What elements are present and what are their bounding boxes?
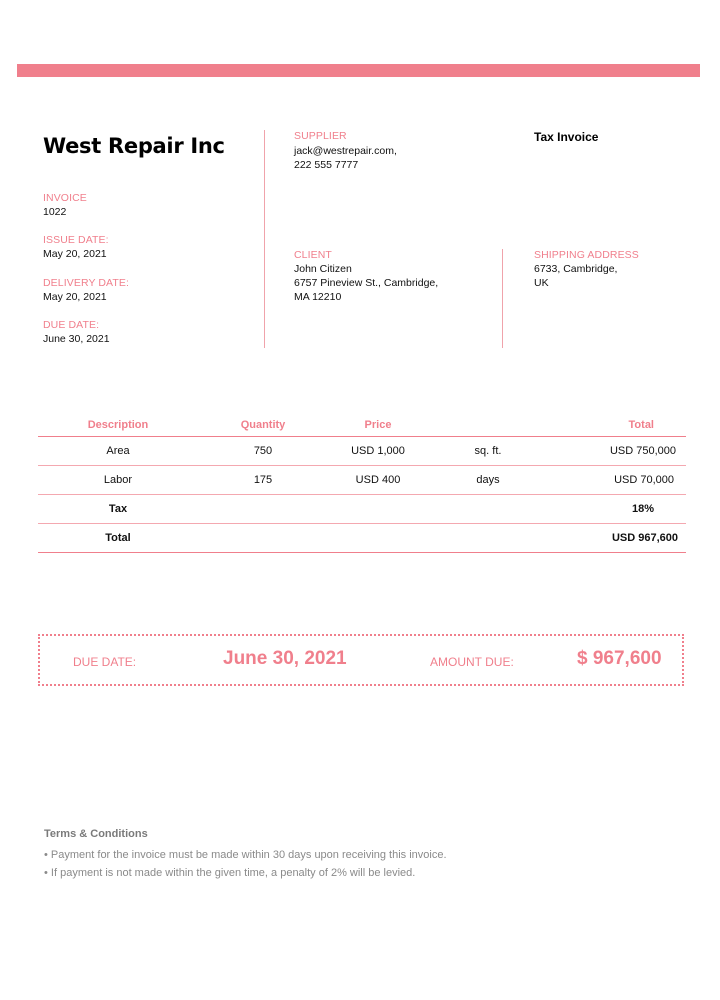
due-date-field [43,319,110,346]
shipping-line2: UK [534,277,549,289]
bullet-icon: • [44,867,48,879]
row-description: Area [38,437,198,466]
issue-date-field [43,234,109,261]
shipping-line1: 6733, Cambridge, [534,263,618,275]
client-name: John Citizen [294,263,352,275]
delivery-date-field [43,277,129,304]
bullet-icon: • [44,849,48,861]
due-date-label: DUE DATE: [43,319,100,331]
total-label: Total [38,524,198,553]
tax-label: Tax [38,495,198,524]
row-unit: sq. ft. [428,437,548,466]
row-quantity: 750 [198,437,328,466]
tax-row [38,495,686,524]
row-description: Labor [38,466,198,495]
client-label: CLIENT [294,249,332,261]
row-price: USD 1,000 [328,437,428,466]
table-row [38,437,686,466]
tax-value: 18% [548,495,686,524]
header-price: Price [328,414,428,437]
due-date-value: June 30, 2021 [43,333,110,345]
invoice-number-value: 1022 [43,206,67,218]
header-quantity: Quantity [198,414,328,437]
delivery-date-value: May 20, 2021 [43,291,107,303]
invoice-number-field [43,192,87,219]
row-quantity: 175 [198,466,328,495]
client-address-line2: MA 12210 [294,291,342,303]
table-row [38,466,686,495]
table-header-row [38,414,686,437]
supplier-phone: 222 555 7777 [294,159,359,171]
header-total: Total [548,414,686,437]
total-row [38,524,686,553]
header-unit [428,414,548,437]
terms-item [44,864,447,882]
invoice-number-label: INVOICE [43,192,87,204]
shipping-block [534,249,639,290]
column-divider [502,249,503,348]
amount-due-value: $ 967,600 [577,648,662,669]
supplier-block [294,130,397,172]
document-type: Tax Invoice [534,130,599,144]
row-unit: days [428,466,548,495]
summary-due-date-label: DUE DATE: [73,655,137,669]
due-summary-box [38,634,684,686]
amount-due-label: AMOUNT DUE: [430,655,514,669]
summary-due-date-value: June 30, 2021 [223,648,347,669]
header-accent-bar [17,64,700,77]
issue-date-value: May 20, 2021 [43,248,107,260]
row-total: USD 750,000 [548,437,686,466]
terms-item-text: Payment for the invoice must be made within 30 days upon receiving this invoice. [50,849,447,861]
items-table [38,414,686,553]
terms-title: Terms & Conditions [44,828,148,840]
terms-section [44,828,447,882]
terms-item [44,846,447,864]
row-total: USD 70,000 [548,466,686,495]
delivery-date-label: DELIVERY DATE: [43,277,130,289]
column-divider [264,130,265,348]
supplier-label: SUPPLIER [294,130,347,142]
header-description: Description [38,414,198,437]
supplier-email: jack@westrepair.com, [294,145,397,157]
issue-date-label: ISSUE DATE: [43,234,109,246]
terms-item-text: If payment is not made within the given time, a penalty of 2% will be levied. [50,867,416,879]
client-address-line1: 6757 Pineview St., Cambridge, [294,277,439,289]
row-price: USD 400 [328,466,428,495]
total-value: USD 967,600 [548,524,686,553]
shipping-label: SHIPPING ADDRESS [534,249,639,261]
client-block [294,249,438,304]
company-name: West Repair Inc [43,134,225,158]
